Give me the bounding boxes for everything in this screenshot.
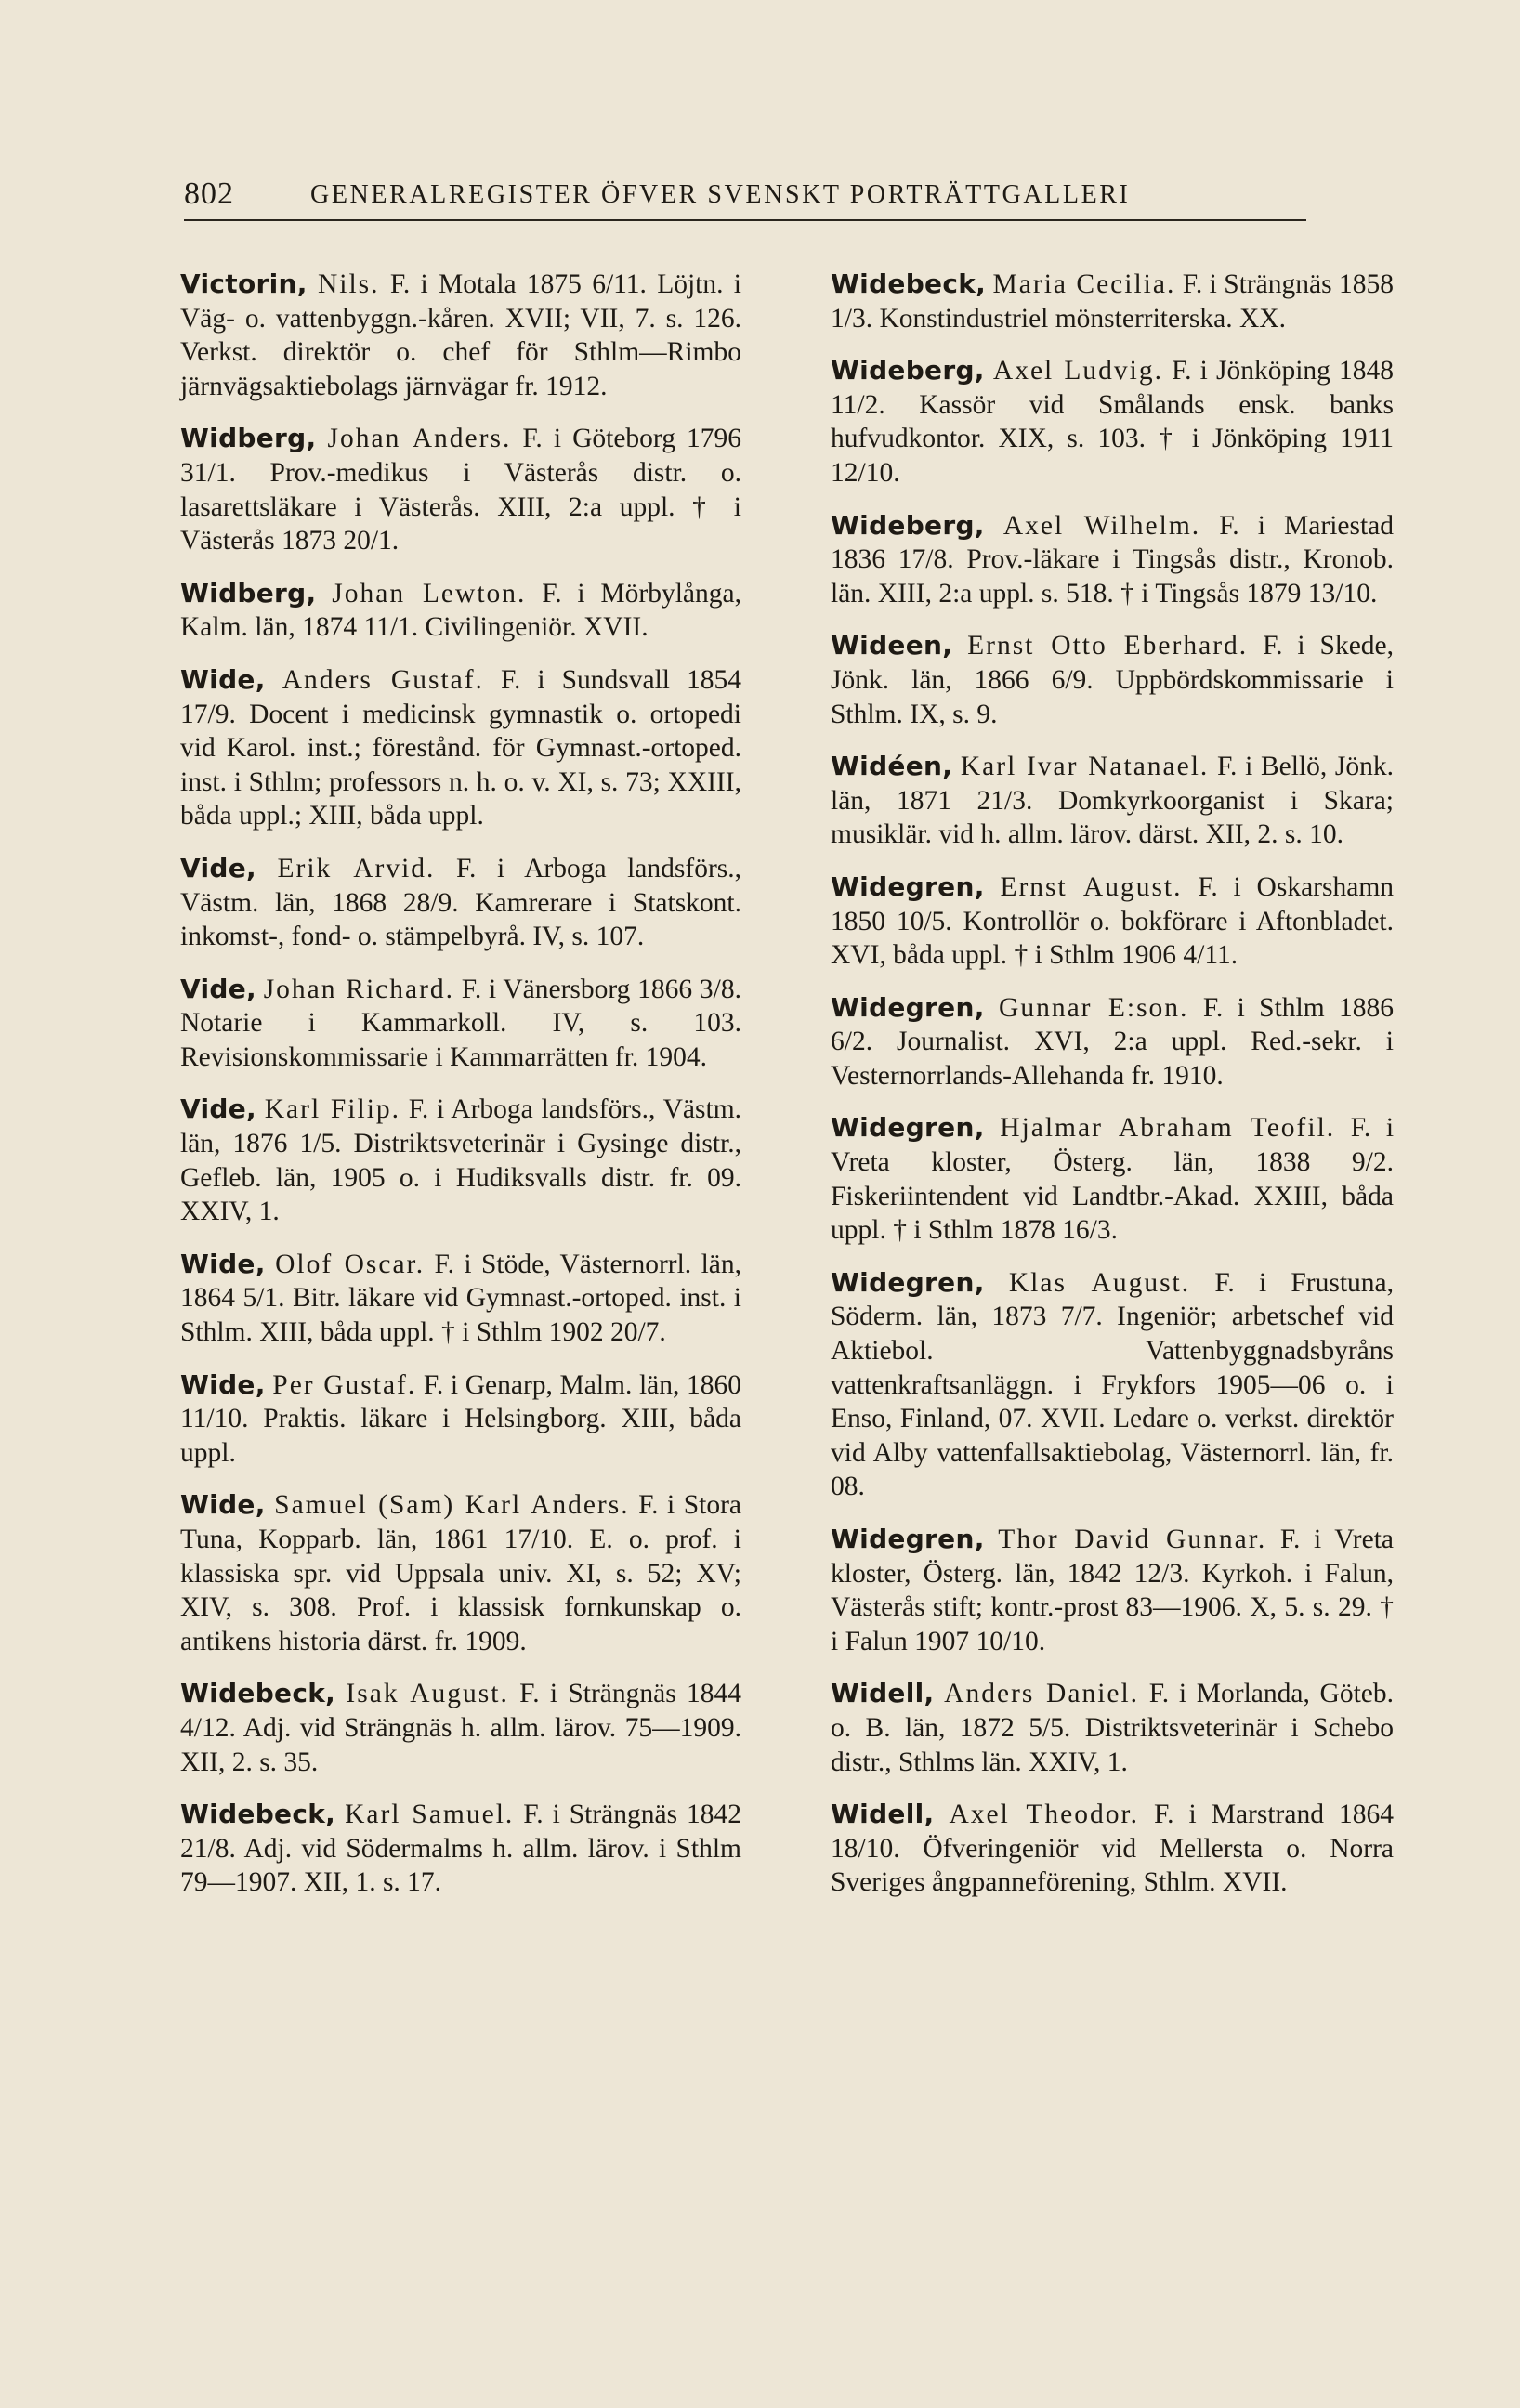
entry-given-names: Klas August.	[1008, 1267, 1191, 1298]
entry-given-names: Ernst Otto Eberhard.	[967, 631, 1249, 661]
register-entry	[831, 991, 1394, 1093]
entry-surname: Widberg,	[180, 577, 317, 609]
entry-text: F. i Frustuna, Söderm. län, 1873 7/7. Ingeniör; arbetschef vid Aktiebol. Vattenbyggnadsbyråns vattenkraftsanläggn. i Frykfors 1905—06 o. i Enso, Finland, 07. XVII. Ledare o. verkst. direktör vid Alby vattenfallsaktiebolag, Västernorrl. län, fr. 08.	[831, 1267, 1395, 1502]
register-entry	[831, 1523, 1394, 1658]
register-entry	[180, 1488, 741, 1658]
entry-surname: Widegren,	[831, 1112, 985, 1144]
entry-given-names: Ernst August.	[1000, 871, 1183, 902]
register-entry	[180, 663, 741, 833]
right-column	[831, 268, 1394, 1918]
entry-surname: Widegren,	[831, 991, 985, 1023]
entry-surname: Wideen,	[831, 630, 953, 661]
register-entry	[180, 577, 741, 645]
register-entry	[180, 1248, 741, 1350]
entry-given-names: Johan Lewton.	[332, 578, 527, 609]
entry-given-names: Karl Filip.	[264, 1094, 401, 1125]
entry-text: F. i Bellö, Jönk. län, 1871 21/3. Domkyrkoorganist i Skara; musiklär. vid h. allm. lärov. därst. XII, 2. s. 10.	[831, 752, 1395, 850]
register-entry	[180, 422, 741, 557]
register-entry	[180, 1093, 741, 1228]
entry-text: F. i Mariestad 1836 17/8. Prov.-läkare i Tingsås distr., Kronob. län. XIII, 2:a uppl. s. 518. † i Tingsås 1879 13/10.	[831, 510, 1395, 609]
register-entry	[831, 629, 1394, 731]
register-entry	[831, 354, 1394, 490]
entry-text: F. i Sundsvall 1854 17/9. Docent i medicinsk gymnastik o. ortopedi vid Karol. inst.; förestånd. för Gymnast.-ortoped. inst. i Sthlm; professors n. h. o. v. XI, s. 73; XXIII, båda uppl.; XIII, båda uppl.	[180, 664, 742, 831]
entry-given-names: Gunnar E:son.	[999, 992, 1189, 1023]
entry-given-names: Nils.	[317, 269, 380, 299]
entry-surname: Vide,	[180, 973, 256, 1004]
entry-given-names: Erik Arvid.	[277, 853, 436, 883]
entry-given-names: Karl Samuel.	[345, 1799, 515, 1830]
register-entry	[180, 973, 741, 1075]
entry-text: F. i Göteborg 1796 31/1. Prov.-medikus i Västerås distr. o. lasarettsläkare i Västerås. XIII, 2:a uppl. † i Västerås 1873 20/1.	[180, 424, 742, 556]
entry-text: F. i Strängnäs 1842 21/8. Adj. vid Södermalms h. allm. lärov. i Sthlm 79—1907. XII, 1. s. 17.	[180, 1799, 742, 1898]
entry-given-names: Axel Wilhelm.	[1002, 510, 1201, 541]
register-entry	[180, 268, 741, 403]
entry-text: F. i Genarp, Malm. län, 1860 11/10. Praktis. läkare i Helsingborg. XIII, båda uppl.	[180, 1369, 742, 1468]
page-header	[184, 177, 1306, 221]
entry-surname: Widebeck,	[831, 268, 987, 299]
entry-surname: Widegren,	[831, 870, 985, 902]
entry-text: F. i Vänersborg 1866 3/8. Notarie i Kammarkoll. IV, s. 103. Revisionskommissarie i Kammarrätten fr. 1904.	[180, 974, 741, 1072]
register-entry	[831, 750, 1394, 852]
entry-surname: Wideberg,	[831, 509, 985, 541]
entry-text: F. i Strängnäs 1844 4/12. Adj. vid Strängnäs h. allm. lärov. 75—1909. XII, 2. s. 35.	[180, 1679, 742, 1777]
entry-surname: Widell,	[831, 1799, 935, 1830]
entry-surname: Vide,	[180, 1093, 256, 1125]
entry-given-names: Anders Gustaf.	[282, 664, 484, 695]
entry-given-names: Olof Oscar.	[275, 1249, 426, 1279]
entry-text: F. i Mörbylånga, Kalm. län, 1874 11/1. Civilingeniör. XVII.	[180, 578, 741, 643]
register-entry	[831, 1111, 1394, 1247]
entry-text: F. i Sthlm 1886 6/2. Journalist. XVI, 2:a uppl. Red.-sekr. i Vesternorrlands-Allehanda fr. 1910.	[831, 992, 1395, 1091]
entry-surname: Widegren,	[831, 1266, 985, 1298]
register-entry	[831, 268, 1394, 335]
register-entry	[831, 1266, 1394, 1504]
entry-text: F. i Strängnäs 1858 1/3. Konstindustriel mönsterriterska. XX.	[831, 269, 1395, 334]
register-entry	[180, 1677, 741, 1779]
entry-surname: Wide,	[180, 1489, 266, 1521]
entry-text: F. i Vreta kloster, Österg. län, 1838 9/2. Fiskeriintendent vid Landtbr.-Akad. XXIII, båda uppl. † i Sthlm 1878 16/3.	[831, 1113, 1395, 1246]
entry-text: F. i Jönköping 1848 11/2. Kassör vid Smålands ensk. banks hufvudkontor. XIX, s. 103. † i Jönköping 1911 12/10.	[831, 356, 1395, 488]
register-entry	[831, 870, 1394, 973]
entry-surname: Vide,	[180, 852, 256, 883]
entry-surname: Wide,	[180, 663, 266, 695]
entry-surname: Widegren,	[831, 1524, 985, 1554]
entry-given-names: Per Gustaf.	[272, 1369, 417, 1400]
entry-given-names: Isak August.	[346, 1679, 509, 1709]
entry-given-names: Samuel (Sam) Karl Anders.	[274, 1490, 630, 1521]
register-entry	[831, 1677, 1394, 1779]
register-entry	[831, 1798, 1394, 1900]
page-number: 802	[184, 177, 234, 211]
register-entry	[180, 1368, 741, 1471]
entry-given-names: Johan Anders.	[327, 424, 512, 454]
entry-surname: Widebeck,	[180, 1799, 336, 1830]
entry-surname: Victorin,	[180, 268, 308, 299]
entry-surname: Widéen,	[831, 751, 953, 782]
entry-given-names: Axel Ludvig.	[992, 356, 1163, 386]
register-entry	[831, 509, 1394, 611]
entry-text: F. i Oskarshamn 1850 10/5. Kontrollör o. bokförare i Aftonbladet. XVI, båda uppl. † i Sthlm 1906 4/11.	[831, 871, 1395, 971]
entry-surname: Wide,	[180, 1248, 266, 1279]
entry-given-names: Hjalmar Abraham Teofil.	[1000, 1113, 1336, 1144]
entry-given-names: Anders Daniel.	[944, 1679, 1140, 1709]
entry-given-names: Thor David Gunnar.	[998, 1525, 1267, 1554]
entry-surname: Widebeck,	[180, 1678, 336, 1709]
entry-text: F. i Stöde, Västernorrl. län, 1864 5/1. Bitr. läkare vid Gymnast.-ortoped. inst. i Sthlm. XIII, båda uppl. † i Sthlm 1902 20/7.	[180, 1249, 742, 1348]
entry-given-names: Johan Richard.	[263, 974, 455, 1004]
entry-text: F. i Motala 1875 6/11. Löjtn. i Väg- o. vattenbyggn.-kåren. XVII; VII, 7. s. 126. Verkst. direktör o. chef för Sthlm—Rimbo järnvägsaktiebolags järnvägar fr. 1912.	[180, 269, 741, 401]
entry-text: F. i Marstrand 1864 18/10. Öfveringeniör vid Mellersta o. Norra Sveriges ångpanneförening, Sthlm. XVII.	[831, 1799, 1394, 1898]
entry-surname: Wideberg,	[831, 355, 985, 386]
entry-text: F. i Vreta kloster, Österg. län, 1842 12/3. Kyrkoh. i Falun, Västerås stift; kontr.-prost 83—1906. X, 5. s. 29. † i Falun 1907 10/10.	[831, 1525, 1395, 1656]
entry-given-names: Karl Ivar Natanael.	[960, 752, 1210, 782]
left-column	[180, 268, 741, 1918]
entry-text: F. i Skede, Jönk. län, 1866 6/9. Uppbördskommissarie i Sthlm. IX, s. 9.	[831, 631, 1395, 729]
entry-surname: Wide,	[180, 1368, 266, 1400]
entry-surname: Widell,	[831, 1678, 935, 1709]
entry-text: F. i Arboga landsförs., Västm. län, 1868 28/9. Kamrerare i Statskont. inkomst-, fond- o. stämpelbyrå. IV, s. 107.	[180, 853, 742, 952]
entry-text: F. i Morlanda, Göteb. o. B. län, 1872 5/5. Distriktsveterinär i Schebo distr., Sthlms län. XXIV, 1.	[831, 1679, 1394, 1777]
register-entry	[180, 1798, 741, 1900]
entry-surname: Widberg,	[180, 423, 317, 454]
register-entry	[180, 852, 741, 954]
entry-text: F. i Arboga landsförs., Västm. län, 1876 1/5. Distriktsveterinär i Gysinge distr., Gefleb. län, 1905 o. i Hudiksvalls distr. fr. 09. XXIV, 1.	[180, 1094, 742, 1227]
entry-given-names: Maria Cecilia.	[992, 269, 1176, 299]
entry-text: F. i Stora Tuna, Kopparb. län, 1861 17/10. E. o. prof. i klassiska spr. vid Uppsala univ. XI, s. 52; XV; XIV, s. 308. Prof. i klassisk fornkunskap o. antikens historia därst. fr. 1909.	[180, 1490, 741, 1656]
running-title: GENERALREGISTER ÖFVER SVENSKT PORTRÄTTGALLERI	[310, 180, 1131, 209]
entry-given-names: Axel Theodor.	[949, 1799, 1140, 1830]
